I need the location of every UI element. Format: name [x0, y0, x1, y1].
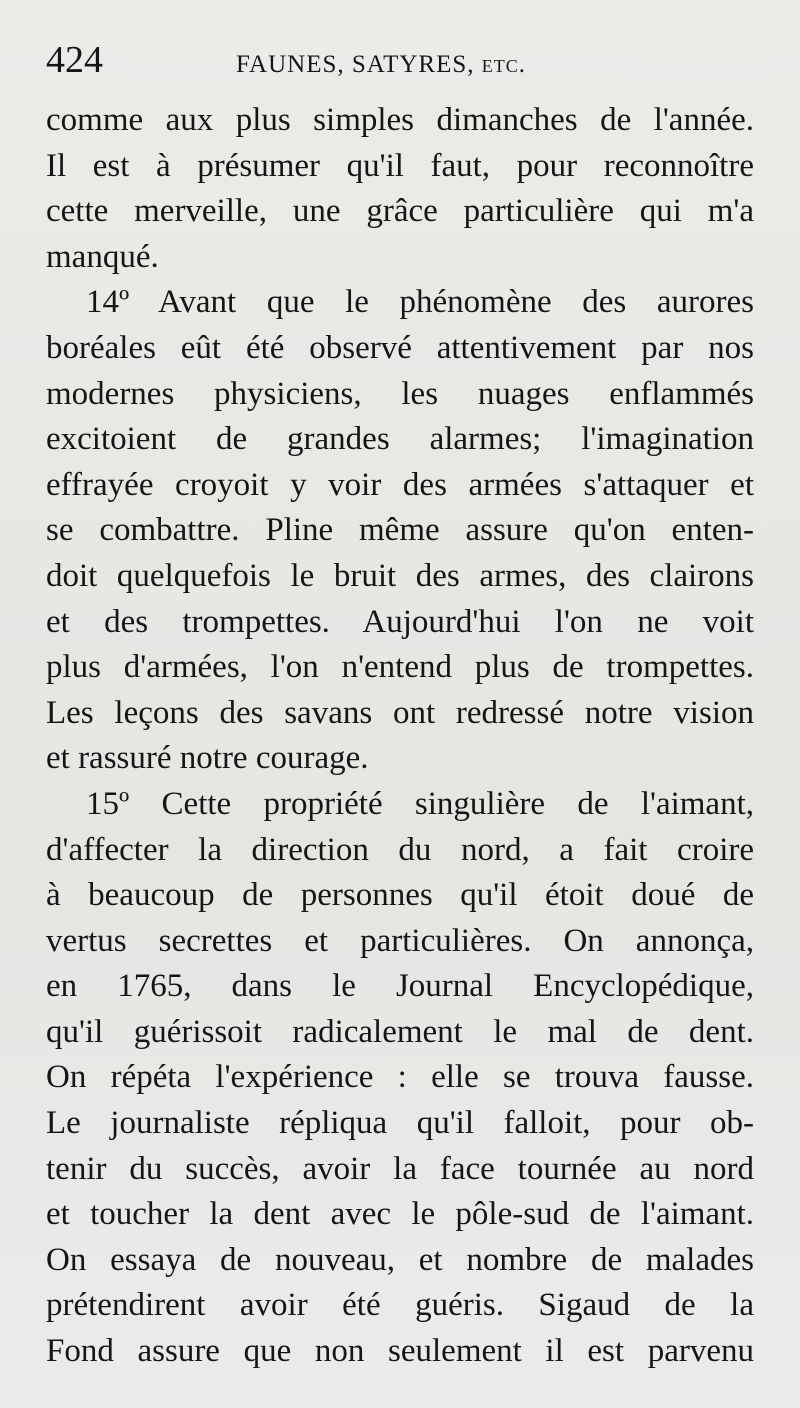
text-line: tenir du succès, avoir la face tournée au nord — [46, 1150, 754, 1187]
page-number: 424 — [46, 39, 103, 81]
text-line: cette merveille, une grâce particulière qui m'a — [46, 193, 754, 230]
text-line: 15º Cette propriété singulière de l'aimant, — [86, 785, 754, 822]
text-line: modernes physiciens, les nuages enflammés — [46, 375, 754, 412]
text-line: se combattre. Pline même assure qu'on enten- — [46, 512, 754, 549]
text-line: Les leçons des savans ont redressé notre vision — [46, 694, 754, 731]
text-line: On répéta l'expérience : elle se trouva fausse. — [46, 1059, 754, 1096]
page-header — [46, 38, 754, 94]
text-line: et toucher la dent avec le pôle-sud de l'aimant. — [46, 1196, 754, 1233]
text-line: doit quelquefois le bruit des armes, des clairons — [46, 557, 754, 594]
text-line: prétendirent avoir été guéris. Sigaud de la — [46, 1287, 754, 1324]
text-line: manqué. — [46, 238, 159, 275]
text-line: vertus secrettes et particulières. On annonça, — [46, 922, 754, 959]
text-line: effrayée croyoit y voir des armées s'attaquer et — [46, 466, 754, 503]
text-line: à beaucoup de personnes qu'il étoit doué de — [46, 877, 754, 914]
running-head: FAUNES, SATYRES, etc. — [236, 51, 526, 78]
text-line: et rassuré notre courage. — [46, 740, 369, 777]
text-line: Il est à présumer qu'il faut, pour reconnoître — [46, 147, 754, 184]
text-line: boréales eût été observé attentivement par nos — [46, 329, 754, 366]
text-line: en 1765, dans le Journal Encyclopédique, — [46, 968, 754, 1005]
text-line: Fond assure que non seulement il est parvenu — [46, 1333, 754, 1370]
text-line: 14º Avant que le phénomène des aurores — [86, 284, 754, 321]
text-line: et des trompettes. Aujourd'hui l'on ne voit — [46, 603, 754, 640]
text-line: On essaya de nouveau, et nombre de malades — [46, 1241, 754, 1278]
text-line: comme aux plus simples dimanches de l'année. — [46, 102, 754, 138]
text-line: Le journaliste répliqua qu'il falloit, pour ob- — [46, 1105, 754, 1142]
text-line: plus d'armées, l'on n'entend plus de trompettes. — [46, 649, 754, 686]
text-line: excitoient de grandes alarmes; l'imagination — [46, 421, 754, 458]
text-line: d'affecter la direction du nord, a fait croire — [46, 831, 754, 868]
body-text — [46, 98, 754, 1375]
text-line: qu'il guérissoit radicalement le mal de dent. — [46, 1013, 754, 1050]
